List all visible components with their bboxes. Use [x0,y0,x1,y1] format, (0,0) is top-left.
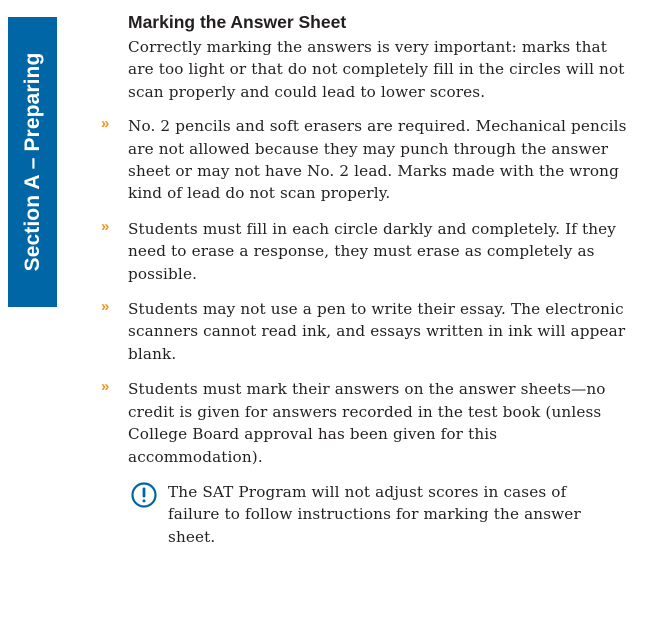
bullet-chevron-icon: » [101,378,110,396]
bullet-text: Students must fill in each circle darkly and completely. If they need to erase a response, they must erase as completely as possible. [128,219,617,283]
section-tab [8,17,57,307]
section-heading: Marking the Answer Sheet [128,12,347,32]
section-tab-label: Section A – Preparing [20,52,44,272]
bullet-item [101,217,628,285]
bullet-item [101,115,628,205]
bullet-chevron-icon: » [101,298,110,316]
exclamation-circle-icon [131,482,157,508]
note-text: The SAT Program will not adjust scores in cases of failure to follow instructions for marking the answer sheet. [168,482,581,546]
bullet-chevron-icon: » [101,217,110,235]
bullet-item [101,378,628,468]
document-content [101,10,628,548]
bullet-item [101,298,628,365]
important-note [168,481,588,548]
bullet-text: No. 2 pencils and soft erasers are required. Mechanical pencils are not allowed because they may punch through the answer sheet or may not have No. 2 lead. Marks made with the wrong kind of lead do not scan properly. [128,117,627,203]
bullet-text: Students must mark their answers on the answer sheets—no credit is given for answers recorded in the test book (unless College Board approval has been given for this accommodation). [128,380,606,466]
bullet-chevron-icon: » [101,115,110,133]
bullet-text: Students may not use a pen to write their essay. The electronic scanners cannot read ink, and essays written in ink will appear blank. [128,300,626,363]
intro-paragraph: Correctly marking the answers is very important: marks that are too light or that do not completely fill in the circles will not scan properly and could lead to lower scores. [128,38,625,101]
